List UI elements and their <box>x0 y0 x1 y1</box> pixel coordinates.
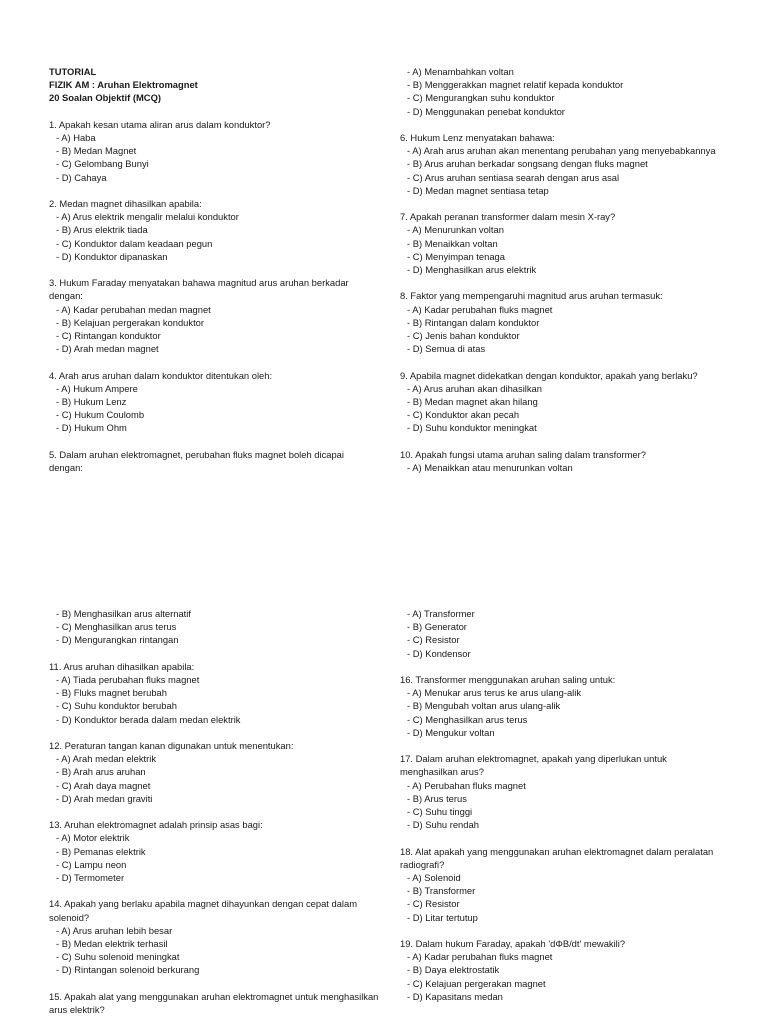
answer-option: - D) Termometer <box>56 872 125 884</box>
question-item <box>49 607 379 647</box>
question-stem: 16. Transformer menggunakan aruhan saling untuk: <box>400 674 616 685</box>
answer-option: - B) Mengubah voltan arus ulang-alik <box>407 700 561 712</box>
answer-option: - C) Rintangan konduktor <box>56 330 161 342</box>
question-item <box>400 752 720 831</box>
answer-option: - B) Kelajuan pergerakan konduktor <box>56 316 205 328</box>
answer-option: - A) Motor elektrik <box>56 832 130 844</box>
question-stem: 12. Peraturan tangan kanan digunakan untuk menentukan: <box>49 740 294 751</box>
answer-option: - C) Gelombang Bunyi <box>56 158 149 170</box>
answer-option: - D) Arah medan graviti <box>56 792 153 804</box>
answer-option: - A) Kadar perubahan medan magnet <box>56 303 211 315</box>
document-header <box>49 65 379 105</box>
question-stem: 4. Arah arus aruhan dalam konduktor ditentukan oleh: <box>49 369 273 381</box>
answer-option: - B) Arus terus <box>407 792 467 804</box>
answer-option: - C) Jenis bahan konduktor <box>407 330 520 342</box>
answer-option: - A) Arus aruhan lebih besar <box>56 924 173 936</box>
answer-option: - A) Menaikkan atau menurunkan voltan <box>407 462 573 474</box>
header-line-3: 20 Soalan Objektif (MCQ) <box>49 92 161 104</box>
page2-left-column <box>49 607 379 1016</box>
answer-option: - A) Menurunkan voltan <box>407 224 504 236</box>
question-stem: 6. Hukum Lenz menyatakan bahawa: <box>400 132 555 143</box>
question-list <box>49 118 379 474</box>
question-item <box>400 210 720 276</box>
question-stem: 7. Apakah peranan transformer dalam mesin X-ray? <box>400 211 616 223</box>
question-item <box>49 818 379 884</box>
question-item <box>400 369 720 435</box>
question-item <box>400 131 720 197</box>
question-stem: 2. Medan magnet dihasilkan apabila: <box>49 198 202 209</box>
answer-option: - D) Konduktor dipanaskan <box>56 250 168 262</box>
page1-right-column <box>400 65 720 474</box>
page2-right-column <box>400 607 720 1003</box>
answer-option: - D) Suhu konduktor meningkat <box>407 422 537 434</box>
question-item <box>49 739 379 805</box>
answer-option: - D) Semua di atas <box>407 343 486 355</box>
answer-option: - C) Arah daya magnet <box>56 779 151 791</box>
question-item <box>49 369 379 435</box>
answer-option: - B) Menggerakkan magnet relatif kepada konduktor <box>407 79 624 91</box>
answer-option: - C) Suhu konduktor berubah <box>56 700 177 712</box>
question-stem: 10. Apakah fungsi utama aruhan saling dalam transformer? <box>400 448 646 460</box>
question-item <box>49 990 379 1016</box>
question-item <box>400 448 720 474</box>
answer-option: - B) Medan magnet akan hilang <box>407 396 538 408</box>
answer-option: - C) Hukum Coulomb <box>56 409 145 421</box>
answer-option: - D) Litar tertutup <box>407 911 478 923</box>
question-item <box>400 289 720 355</box>
question-stem: 14. Apakah yang berlaku apabila magnet dihayunkan dengan cepat dalam solenoid? <box>49 898 358 923</box>
answer-option: - A) Kadar perubahan fluks magnet <box>407 303 553 315</box>
question-item <box>400 673 720 739</box>
answer-option: - A) Tiada perubahan fluks magnet <box>56 674 200 685</box>
answer-option: - D) Menggunakan penebat konduktor <box>407 105 565 117</box>
question-item <box>400 937 720 1003</box>
answer-option: - A) Arus aruhan akan dihasilkan <box>407 382 542 394</box>
answer-option: - C) Menghasilkan arus terus <box>407 713 528 725</box>
answer-option: - D) Cahaya <box>56 171 107 183</box>
answer-option: - A) Menukar arus terus ke arus ulang-alik <box>407 687 582 699</box>
answer-option: - D) Menghasilkan arus elektrik <box>407 264 537 276</box>
question-item <box>49 897 379 976</box>
answer-option: - D) Kondensor <box>407 647 471 659</box>
question-list <box>400 65 720 474</box>
question-stem: 5. Dalam aruhan elektromagnet, perubahan fluks magnet boleh dicapai dengan: <box>49 448 344 474</box>
answer-option: - C) Konduktor dalam keadaan pegun <box>56 237 213 249</box>
question-stem: 15. Apakah alat yang menggunakan aruhan elektromagnet untuk menghasilkan arus elektrik? <box>49 990 379 1016</box>
answer-option: - B) Arus aruhan berkadar songsang dengan fluks magnet <box>407 158 648 170</box>
question-stem: 11. Arus aruhan dihasilkan apabila: <box>49 660 195 672</box>
answer-option: - B) Daya elektrostatik <box>407 964 500 976</box>
answer-option: - D) Mengurangkan rintangan <box>56 634 179 646</box>
question-item <box>49 197 379 263</box>
question-stem: 1. Apakah kesan utama aliran arus dalam konduktor? <box>49 118 271 130</box>
header-line-2: FIZIK AM : Aruhan Elektromagnet <box>49 79 198 91</box>
answer-option: - D) Suhu rendah <box>407 819 479 831</box>
answer-option: - D) Rintangan solenoid berkurang <box>56 964 200 976</box>
answer-option: - B) Menaikkan voltan <box>407 237 498 249</box>
answer-option: - D) Mengukur voltan <box>407 726 495 738</box>
answer-option: - A) Kadar perubahan fluks magnet <box>407 951 553 963</box>
answer-option: - D) Konduktor berada dalam medan elektrik <box>56 713 241 725</box>
answer-option: - B) Menghasilkan arus alternatif <box>56 608 191 619</box>
question-item <box>49 276 379 355</box>
answer-option: - A) Perubahan fluks magnet <box>407 779 526 791</box>
answer-option: - D) Kapasitans medan <box>407 990 503 1002</box>
question-stem: 13. Aruhan elektromagnet adalah prinsip asas bagi: <box>49 819 263 831</box>
answer-option: - D) Arah medan magnet <box>56 343 159 355</box>
question-stem: 9. Apabila magnet didekatkan dengan konduktor, apakah yang berlaku? <box>400 369 698 381</box>
question-list <box>400 607 720 1003</box>
question-item <box>49 660 379 726</box>
question-stem: 3. Hukum Faraday menyatakan bahawa magnitud arus aruhan berkadar dengan: <box>49 277 349 302</box>
answer-option: - B) Arah arus aruhan <box>56 766 146 778</box>
answer-option: - C) Suhu solenoid meningkat <box>56 951 180 963</box>
question-stem: 19. Dalam hukum Faraday, apakah 'dΦB/dt' mewakili? <box>400 938 626 950</box>
answer-option: - C) Suhu tinggi <box>407 806 473 818</box>
answer-option: - A) Transformer <box>407 608 475 619</box>
answer-option: - B) Arus elektrik tiada <box>56 224 148 236</box>
answer-option: - B) Transformer <box>407 885 476 897</box>
answer-option: - C) Kelajuan pergerakan magnet <box>407 977 546 989</box>
answer-option: - A) Arah arus aruhan akan menentang perubahan yang menyebabkannya <box>407 145 716 157</box>
answer-option: - D) Medan magnet sentiasa tetap <box>407 184 549 196</box>
answer-option: - B) Pemanas elektrik <box>56 845 146 857</box>
answer-option: - C) Menyimpan tenaga <box>407 250 505 262</box>
answer-option: - C) Resistor <box>407 634 460 646</box>
answer-option: - C) Konduktor akan pecah <box>407 409 520 421</box>
answer-option: - A) Menambahkan voltan <box>407 66 514 77</box>
answer-option: - A) Haba <box>56 132 96 143</box>
answer-option: - C) Arus aruhan sentiasa searah dengan arus asal <box>407 171 620 183</box>
question-list <box>49 607 379 1016</box>
answer-option: - B) Medan Magnet <box>56 145 137 157</box>
answer-option: - B) Rintangan dalam konduktor <box>407 316 540 328</box>
question-item <box>49 448 379 474</box>
question-item <box>400 607 720 660</box>
question-stem: 18. Alat apakah yang menggunakan aruhan elektromagnet dalam peralatan radiografi? <box>400 845 714 870</box>
answer-option: - A) Arah medan elektrik <box>56 753 157 765</box>
question-item <box>400 65 720 118</box>
answer-option: - B) Hukum Lenz <box>56 396 127 408</box>
answer-option: - A) Hukum Ampere <box>56 382 138 394</box>
header-line-1: TUTORIAL <box>49 66 97 77</box>
question-item <box>49 118 379 184</box>
question-item <box>400 845 720 924</box>
page1-left-column <box>49 65 379 474</box>
answer-option: - B) Fluks magnet berubah <box>56 687 167 699</box>
answer-option: - C) Resistor <box>407 898 460 910</box>
answer-option: - C) Mengurangkan suhu konduktor <box>407 92 555 104</box>
answer-option: - A) Solenoid <box>407 872 461 884</box>
answer-option: - B) Medan elektrik terhasil <box>56 938 168 950</box>
answer-option: - D) Hukum Ohm <box>56 422 127 434</box>
question-stem: 17. Dalam aruhan elektromagnet, apakah yang diperlukan untuk menghasilkan arus? <box>400 753 667 778</box>
answer-option: - B) Generator <box>407 621 467 633</box>
question-stem: 8. Faktor yang mempengaruhi magnitud arus aruhan termasuk: <box>400 290 663 302</box>
answer-option: - C) Lampu neon <box>56 858 127 870</box>
answer-option: - A) Arus elektrik mengalir melalui konduktor <box>56 211 239 223</box>
answer-option: - C) Menghasilkan arus terus <box>56 621 177 633</box>
